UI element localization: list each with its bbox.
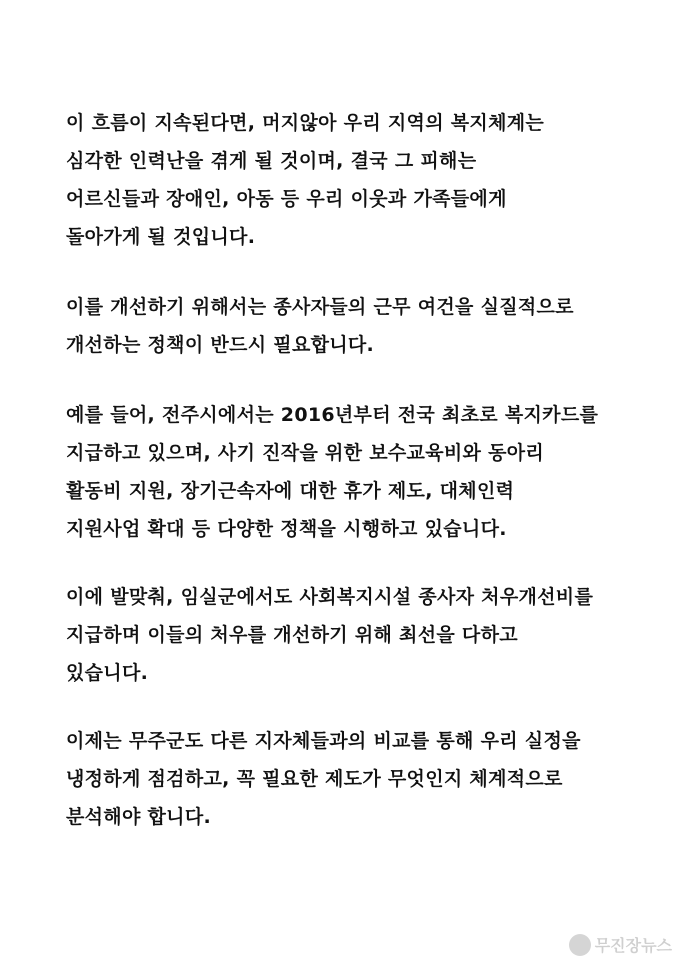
text-line: 심각한 인력난을 겪게 될 것이며, 결국 그 피해는 bbox=[66, 150, 477, 172]
text-line: 이를 개선하기 위해서는 종사자들의 근무 여건을 실질적으로 bbox=[66, 296, 574, 318]
text-line: 지급하며 이들의 처우를 개선하기 위해 최선을 다하고 bbox=[66, 624, 518, 646]
news-logo-icon bbox=[569, 934, 591, 956]
text-line: 예를 들어, 전주시에서는 2016년부터 전국 최초로 복지카드를 bbox=[66, 404, 599, 426]
text-line: 있습니다. bbox=[66, 662, 149, 684]
paragraph-3 bbox=[66, 396, 626, 548]
text-line: 어르신들과 장애인, 아동 등 우리 이웃과 가족들에게 bbox=[66, 188, 507, 210]
text-line: 개선하는 정책이 반드시 필요합니다. bbox=[66, 334, 375, 356]
text-line: 이에 발맞춰, 임실군에서도 사회복지시설 종사자 처우개선비를 bbox=[66, 586, 594, 608]
paragraph-4 bbox=[66, 578, 626, 692]
text-line: 돌아가게 될 것입니다. bbox=[66, 226, 256, 248]
watermark bbox=[569, 933, 672, 956]
text-line: 지급하고 있으며, 사기 진작을 위한 보수교육비와 동아리 bbox=[66, 442, 545, 464]
text-line: 활동비 지원, 장기근속자에 대한 휴가 제도, 대체인력 bbox=[66, 480, 515, 502]
watermark-text: 무진장뉴스 bbox=[594, 936, 672, 955]
paragraph-2 bbox=[66, 288, 626, 364]
paragraph-5 bbox=[66, 722, 626, 836]
text-line: 이제는 무주군도 다른 지자체들과의 비교를 통해 우리 실정을 bbox=[66, 730, 581, 752]
paragraph-1 bbox=[66, 104, 626, 256]
text-line: 냉정하게 점검하고, 꼭 필요한 제도가 무엇인지 체계적으로 bbox=[66, 768, 563, 790]
text-line: 분석해야 합니다. bbox=[66, 806, 212, 828]
text-line: 지원사업 확대 등 다양한 정책을 시행하고 있습니다. bbox=[66, 518, 507, 540]
text-line: 이 흐름이 지속된다면, 머지않아 우리 지역의 복지체계는 bbox=[66, 112, 545, 134]
